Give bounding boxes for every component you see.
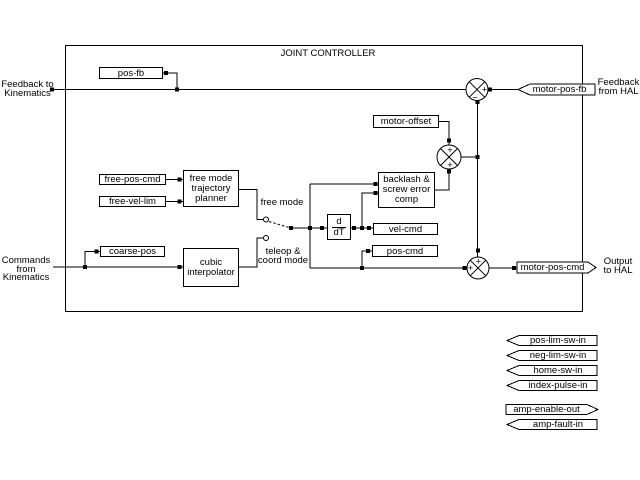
hal-pin-tags <box>506 84 598 430</box>
command-summing-junction <box>467 257 489 280</box>
mode-switch <box>264 217 290 241</box>
plus-sign: + <box>447 145 453 155</box>
free-mode-label: free mode <box>260 197 304 208</box>
block-label-line: trajectory <box>191 182 231 194</box>
block-label-line: planner <box>195 192 227 204</box>
label-line: Feedback to <box>1 79 54 90</box>
index-pulse-in-tag-label: index-pulse-in <box>528 379 588 391</box>
block-label-line: backlash & <box>383 174 430 185</box>
free-mode-contact <box>264 217 269 222</box>
label-line: Commands <box>1 255 51 266</box>
pos-fb-box: pos-fb <box>99 67 163 79</box>
label-line: to HAL <box>603 264 633 276</box>
label-line: from <box>16 263 36 275</box>
free-pos-cmd-box: free-pos-cmd <box>99 174 166 185</box>
label-line: Output <box>603 256 633 267</box>
cubic-interpolator-box <box>183 248 239 287</box>
derivative-box <box>327 214 351 240</box>
arrow-markers <box>50 71 516 270</box>
switch-blade <box>269 222 289 228</box>
label-line: teleop & <box>265 246 301 257</box>
label-line: Feedback <box>597 77 640 88</box>
plus-sign: + <box>467 263 474 273</box>
block-label-line: comp <box>394 194 419 205</box>
home-sw-in-tag-label: home-sw-in <box>533 364 583 376</box>
output-to-hal-label <box>597 258 639 275</box>
denominator: dT <box>333 226 345 238</box>
plus-sign: + <box>481 84 488 95</box>
trajectory-planner-box <box>183 170 239 207</box>
pos-cmd-box: pos-cmd <box>372 245 438 257</box>
label-line: Kinematics <box>2 272 50 283</box>
feedback-to-kinematics-label <box>0 81 55 98</box>
numerator: d <box>336 215 342 227</box>
amp-fault-in-tag-label: amp-fault-in <box>532 418 584 430</box>
neg-lim-sw-in-tag-label: neg-lim-sw-in <box>529 349 587 361</box>
plus-sign: + <box>475 256 482 267</box>
teleop-contact <box>264 236 269 241</box>
backlash-comp-box <box>378 172 435 208</box>
motor-pos-fb-tag-label: motor-pos-fb <box>532 84 587 95</box>
teleop-coord-mode-label <box>249 247 317 265</box>
feedback-summing-junction <box>466 79 488 103</box>
block-label-line: free mode <box>189 172 233 184</box>
label-line: coord mode <box>257 255 309 266</box>
label-line: from HAL <box>598 85 639 97</box>
coarse-pos-box: coarse-pos <box>100 246 165 257</box>
motor-pos-cmd-tag-label: motor-pos-cmd <box>520 262 585 273</box>
label-line: Kinematics <box>4 87 51 99</box>
offset-summing-junction <box>437 145 461 170</box>
feedback-from-hal-label <box>597 79 640 96</box>
block-label-line: interpolator <box>187 266 235 278</box>
motor-offset-box: motor-offset <box>373 115 439 128</box>
block-label-line: cubic <box>199 256 223 268</box>
block-label-line: screw error <box>382 184 431 195</box>
diagram-title: JOINT CONTROLLER <box>280 48 376 59</box>
minus-sign: − <box>472 92 478 103</box>
pos-lim-sw-in-tag-label: pos-lim-sw-in <box>530 334 586 346</box>
free-vel-lim-box: free-vel-lim <box>99 196 166 207</box>
commands-from-kinematics-label <box>0 257 52 283</box>
amp-enable-out-tag-label: amp-enable-out <box>513 403 580 415</box>
plus-sign: + <box>447 160 453 170</box>
vel-cmd-box: vel-cmd <box>373 223 438 235</box>
